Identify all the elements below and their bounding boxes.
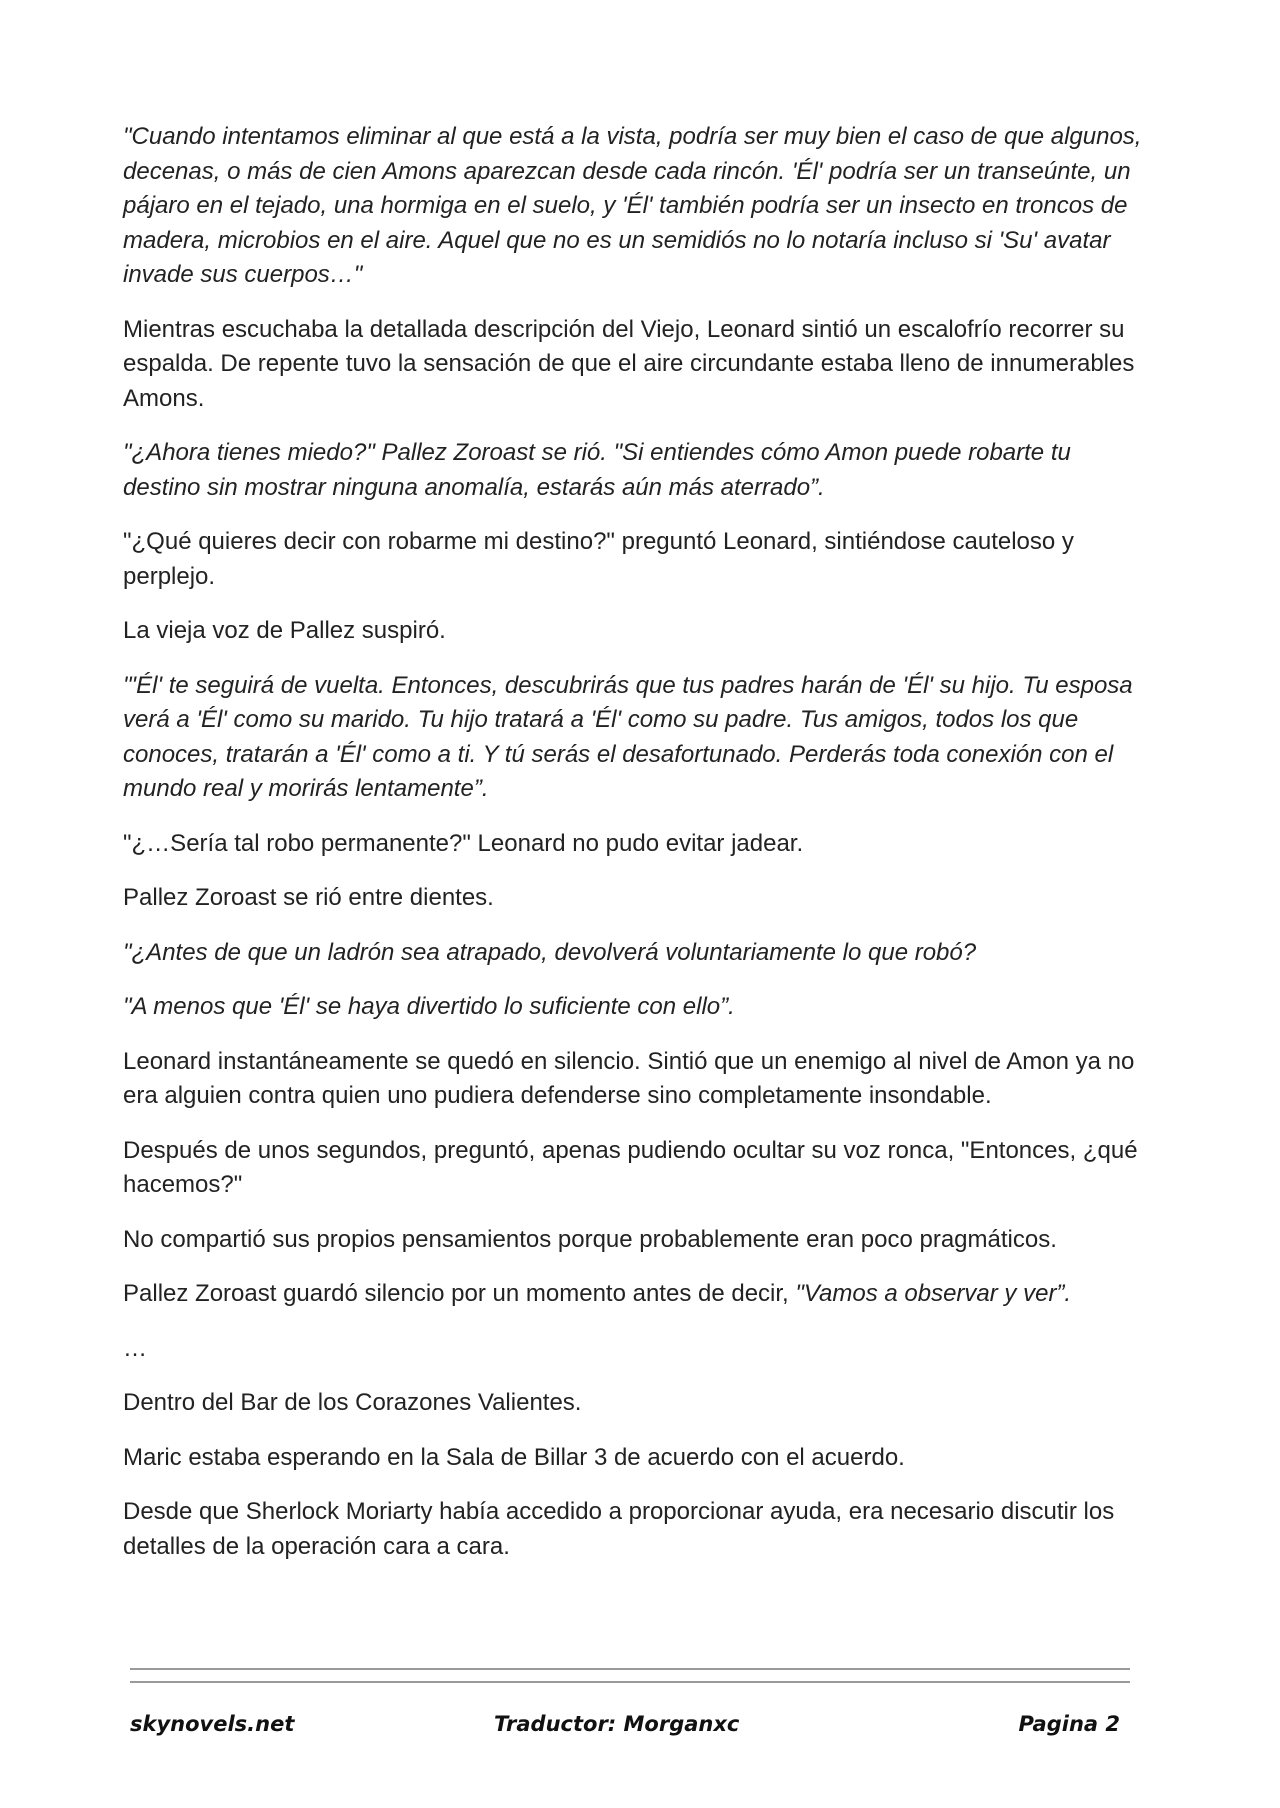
- paragraph: "¿Qué quieres decir con robarme mi destino?" preguntó Leonard, sintiéndose cauteloso y perplejo.: [123, 528, 1074, 590]
- paragraph: "Cuando intentamos eliminar al que está a la vista, podría ser muy bien el caso de que algunos, decenas, o más de cien Amons aparezcan desde cada rincón. 'Él' podría ser un transeúnte, un pájaro en el tejado, una hormiga en el suelo, y 'Él' también podría ser un insecto en troncos de madera, microbios en el aire. Aquel que no es un semidiós no lo notaría incluso si 'Su' avatar invade sus cuerpos…": [123, 123, 1142, 288]
- paragraph: Leonard instantáneamente se quedó en silencio. Sintió que un enemigo al nivel de Amon ya no era alguien contra quien uno pudiera defenderse sino completamente insondable.: [123, 1047, 1135, 1109]
- paragraph-segment: "Vamos a observar y ver”.: [795, 1280, 1072, 1307]
- paragraph: "¿Antes de que un ladrón sea atrapado, devolverá voluntariamente lo que robó?: [123, 938, 977, 966]
- paragraph: [123, 1277, 1143, 1312]
- paragraph: "'Él' te seguirá de vuelta. Entonces, descubrirás que tus padres harán de 'Él' su hijo. Tu esposa verá a 'Él' como su marido. Tu hijo tratará a 'Él' como su padre. Tus amigos, todos los que conoces, tratarán a 'Él' como a ti. Y tú serás el desafortunado. Perderás toda conexión con el mundo real y morirás lentamente”.: [123, 671, 1133, 802]
- paragraph: "¿…Sería tal robo permanente?" Leonard no pudo evitar jadear.: [123, 829, 804, 857]
- footer-divider-bottom: [130, 1681, 1130, 1683]
- paragraph-segment: Pallez Zoroast guardó silencio por un momento antes de decir,: [123, 1280, 796, 1307]
- paragraph: La vieja voz de Pallez suspiró.: [123, 617, 446, 644]
- paragraph: No compartió sus propios pensamientos porque probablemente eran poco pragmáticos.: [123, 1225, 1057, 1253]
- footer-page-number: Pagina 2: [1018, 1712, 1120, 1736]
- paragraph: Maric estaba esperando en la Sala de Billar 3 de acuerdo con el acuerdo.: [123, 1443, 905, 1471]
- document-body: [123, 120, 1143, 1584]
- paragraph: Dentro del Bar de los Corazones Valientes.: [123, 1389, 582, 1416]
- footer-site-name: skynovels.net: [130, 1712, 295, 1736]
- footer-divider-top: [130, 1668, 1130, 1670]
- paragraph: …: [123, 1334, 147, 1362]
- paragraph: "A menos que 'Él' se haya divertido lo suficiente con ello”.: [123, 993, 735, 1020]
- paragraph: Después de unos segundos, preguntó, apenas pudiendo ocultar su voz ronca, "Entonces, ¿qué hacemos?": [123, 1136, 1138, 1198]
- paragraph: Desde que Sherlock Moriarty había accedido a proporcionar ayuda, era necesario discutir los detalles de la operación cara a cara.: [123, 1498, 1115, 1560]
- paragraph: Pallez Zoroast se rió entre dientes.: [123, 884, 494, 911]
- paragraph: "¿Ahora tienes miedo?" Pallez Zoroast se rió. "Si entiendes cómo Amon puede robarte tu destino sin mostrar ninguna anomalía, estarás aún más aterrado”.: [123, 439, 1071, 501]
- paragraph: Mientras escuchaba la detallada descripción del Viejo, Leonard sintió un escalofrío recorrer su espalda. De repente tuvo la sensación de que el aire circundante estaba lleno de innumerables Amons.: [123, 315, 1135, 412]
- page-footer: [130, 1712, 1120, 1748]
- footer-translator: Traductor: Morganxc: [494, 1712, 740, 1736]
